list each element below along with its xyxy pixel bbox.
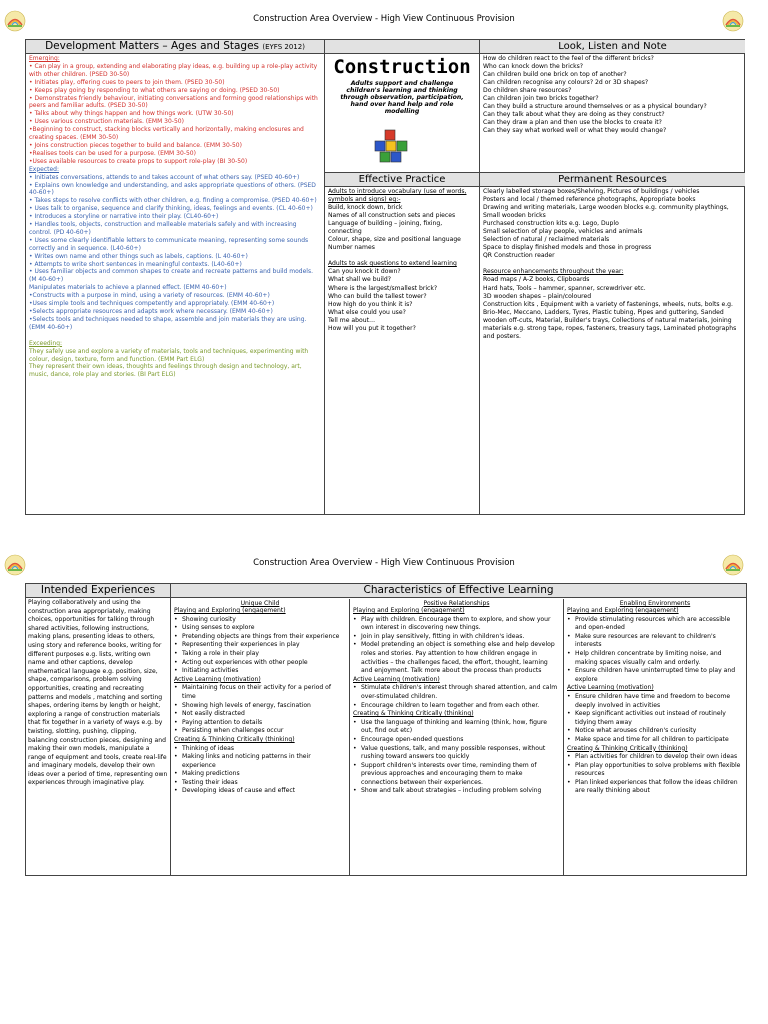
bullet-text: Maintaining focus on their activity for a period of time [182,684,332,700]
bullet-text: Show and talk about strategies – including problem solving [361,787,542,795]
bullet-item [174,719,346,728]
bullet-item [567,633,743,650]
bullet-item [174,641,346,650]
bullet-icon: • [353,701,357,709]
question-item: How high do you think it is? [328,300,413,308]
bullet-item [567,616,743,633]
bullet-text: Paying attention to details [182,718,263,726]
section-heading: Active Learning (motivation) [353,675,440,683]
question-item: Can you knock it down? [328,268,401,276]
bullet-icon: • [174,718,178,726]
bullet-icon: • [174,684,178,692]
vocabulary-item: Build, knock down, brick [328,204,403,212]
emerging-item: • Joins construction pieces together to build and balance. (EMM 30-50) [29,141,242,149]
bullet-item [353,762,560,788]
expected-item: •Selects appropriate resources and adapts work where necessary. (EMM 40-60+) [29,308,273,315]
bullet-icon: • [567,735,571,743]
question-item: Tell me about… [328,316,376,324]
characteristics-header: Characteristics of Effective Learning [171,584,746,598]
page-two [0,545,768,1024]
bullet-icon: • [567,667,571,675]
bullet-text: Making predictions [182,770,240,778]
vocabulary-list [328,204,476,252]
bullet-icon: • [174,787,178,795]
bullet-icon: • [567,727,571,735]
bullet-item [567,779,743,796]
bullet-icon: • [174,641,178,649]
bullet-item [567,693,743,710]
resource-item: Small selection of play people, vehicles and animals [483,228,643,236]
expected-item: • Uses some clearly identifiable letters to communicate meaning, representing some sounds correctly and in sequence. (L40-60+) [29,236,309,252]
bullet-icon: • [174,753,178,761]
bullet-text: Ensure children have time and freedom to become deeply involved in activities [575,692,731,709]
bullet-icon: • [174,649,178,657]
enabling-environments-heading: Enabling Environments [619,600,691,607]
bullet-text: Encourage children to learn together and from each other. [361,701,540,709]
bullet-icon: • [567,761,571,769]
bullet-icon: • [567,753,571,761]
resource-item: Drawing and writing materials, Large wooden blocks e.g. community playthings, Small wooden bricks [483,204,729,220]
bullet-item [174,770,346,779]
bullet-text: Value questions, talk, and many possible responses, without rushing toward answers too quickly [361,744,546,761]
bullet-text: Ensure children have uninterrupted time to play and explore [575,667,736,683]
look-question: Can children recognise any colours? 2d or 3D shapes? [483,79,649,87]
enabling-environments-list [564,607,746,796]
emerging-label: Emerging: [29,55,60,62]
bullet-item [567,736,743,745]
bullet-item [567,667,743,684]
bullet-icon: • [353,684,357,692]
bullet-item [174,745,346,754]
effective-practice-header: Effective Practice [325,173,479,187]
emerging-item: •Realises tools can be used for a purpose. (EMM 30-50) [29,149,196,157]
positive-relationships-heading: Positive Relationships [423,600,490,607]
bullet-icon: • [353,718,357,726]
emerging-list [29,63,321,166]
bullet-icon: • [174,727,178,735]
section-heading: Playing and Exploring (engagement) [174,607,286,614]
bullet-text: Thinking of ideas [182,744,235,752]
bullet-icon: • [174,632,178,640]
look-question: How do children react to the feel of the different bricks? [483,55,654,62]
bullet-text: Make space and time for all children to participate [575,735,729,743]
bullet-text: Plan play opportunities to solve problems with flexible resources [575,761,741,778]
section-heading: Creating & Thinking Critically (thinking) [567,744,688,752]
question-item: What shall we build? [328,276,391,284]
expected-item: • Handles tools, objects, construction and malleable materials safely and with increasing control. (PD 40-60+) [29,221,297,236]
look-question: Can they draw a plan and then use the blocks to create it? [483,119,662,127]
bullet-icon: • [353,744,357,752]
bullet-text: Model pretending an object is something else and help develop roles and stories. Pay attention to how children engage in activities – the challenges faced, the effort, thought, learning and enjoyment. Talk more about the process than products [361,641,555,675]
bullet-icon: • [174,744,178,752]
expected-item: •Uses simple tools and techniques competently and appropriately. (EMM 40-60+) [29,300,275,308]
bullet-icon: • [567,692,571,700]
bullet-icon: • [353,735,357,743]
bullet-text: Provide stimulating resources which are accessible and open-ended [575,615,731,632]
page-title: Construction Area Overview - High View Continuous Provision [253,558,515,568]
bullet-text: Help children concentrate by limiting noise, and making spaces visually calm and orderly. [575,649,722,666]
bullet-text: Stimulate children's interest through shared attention, and calm over-stimulated children. [361,684,558,700]
bullet-item [174,650,346,659]
look-question: Can they build a structure around themselves or as a physical boundary? [483,103,707,111]
exceeding-item: They represent their own ideas, thoughts and feelings through design and technology, art, music, dance, role play and stories. (BI Part ELG) [29,363,302,379]
bullet-item [353,616,560,633]
bullet-text: Showing high levels of energy, fascination [182,701,311,709]
expected-item: •Selects tools and techniques needed to shape, assemble and join materials they are using. (EMM 40-60+) [29,315,307,331]
look-listen-note-panel [480,40,745,172]
bullet-text: Developing ideas of cause and effect [182,787,296,795]
bullet-text: Making links and noticing patterns in their experience [182,753,311,769]
emerging-item: • Uses various construction materials. (EMM 30-50) [29,118,184,126]
emerging-item: • Can play in a group, extending and elaborating play ideas, e.g. building up a role-play activity with other children. (PSED 30-50) [29,62,318,78]
look-question: Can children join two bricks together? [483,95,599,103]
bullet-text: Use the language of thinking and learning (think, how, figure out, find out etc) [361,718,547,735]
bullet-text: Make sure resources are relevant to children's interests [575,632,716,649]
intended-experiences-text: Playing collaboratively and using the construction area appropriately, making choices, opportunities for talking through shared activities, following instructions, making plans, presenting ideas to others, using story and reference books, writing for different purposes e.g. lists, writing own name and other captions, develop mathematical language e.g. position, size, shape, comparisons, problem solving opportunities, creating and recreating patterns and models , matching and sorting shapes, ordering items by length or height, exploring a range of construction materials that fix together in a variety of ways e.g. by twisting, slotting, pushing, clipping, balancing construction pieces, designing and making their own models, manipulate a range of equipment and tools, create real-life and imaginary models, develop their own ideas over a period of time, representing own experiences through imaginative play. [28,599,168,787]
bullet-icon: • [353,615,357,623]
expected-item: • Introduces a storyline or narrative into their play. (CL40-60+) [29,213,219,221]
development-matters-column [26,40,324,514]
look-question: Can they talk about what they are doing as they construct? [483,111,665,119]
section-heading: Playing and Exploring (engagement) [353,607,465,614]
bullet-item [174,702,346,711]
expected-list [29,174,321,332]
bullet-item [567,650,743,667]
bullet-text: Plan linked experiences that follow the ideas children are really thinking about [575,778,738,795]
expected-item: • Initiates conversations, attends to and takes account of what others say. (PSED 40-60+) [29,173,300,181]
bullet-icon: • [174,667,178,675]
bullet-icon: • [174,778,178,786]
questions-list [328,268,476,332]
positive-relationships-column [350,599,563,875]
enhancements-label: Resource enhancements throughout the year: [483,268,624,276]
look-question: Can they say what worked well or what they would change? [483,127,667,135]
unique-child-heading: Unique Child [240,600,280,607]
enhancements-list [483,276,742,340]
enabling-environments-column [564,599,746,875]
bullet-item [567,762,743,779]
expected-item: •Constructs with a purpose in mind, using a variety of resources. (EMM 40-60+) [29,292,270,300]
bullet-icon: • [174,658,178,666]
vocabulary-item: Number names [328,244,375,252]
resource-item: Posters and local / themed reference photographs, Appropriate books [483,196,696,204]
permanent-resources-content [480,187,745,342]
bullet-item [174,779,346,788]
bullet-text: Initiating activities [182,667,239,675]
bullet-text: Showing curiosity [182,615,236,623]
vocabulary-item: Colour, shape, size and positional language [328,236,461,244]
bullet-icon: • [567,710,571,718]
building-blocks-icon [373,128,413,166]
bullet-icon: • [567,649,571,657]
bullet-item [174,616,346,625]
bullet-item [353,684,560,701]
bullet-icon: • [567,615,571,623]
bullet-icon: • [174,624,178,632]
resource-item: Space to display finished models and those in progress [483,244,652,252]
bullet-text: Pretending objects are things from their experience [182,632,340,640]
bullet-item [174,659,346,668]
enhancement-item: Road maps / A-Z books, Clipboards [483,276,590,284]
enhancement-item: Hard hats, Tools – hammer, spanner, screwdriver etc. [483,284,646,292]
bullet-icon: • [174,770,178,778]
development-matters-header: Development Matters – Ages and Stages (EYFS 2012) [26,40,324,54]
resources-list [483,188,742,260]
page-title: Construction Area Overview - High View Continuous Provision [253,14,515,24]
effective-practice-panel [325,173,479,514]
look-question: Who can knock down the bricks? [483,63,584,71]
section-heading: Creating & Thinking Critically (thinking) [174,735,295,743]
bullet-icon: • [353,641,357,649]
bullet-item [353,745,560,762]
emerging-item: •Uses available resources to create props to support role-play (BI 30-50) [29,157,248,165]
permanent-resources-header: Permanent Resources [480,173,745,187]
bullet-item [567,727,743,736]
expected-item: • Writes own name and other things such as labels, captions. (L 40-60+) [29,252,248,260]
effective-practice-content [325,187,479,334]
exceeding-item: They safely use and explore a variety of materials, tools and techniques, experimenting with colour, design, texture, form and function. (EMM Part ELG) [29,347,309,363]
expected-item: • Explains own knowledge and understanding, and asks appropriate questions of others. (PSED 40-60+) [29,181,316,197]
intended-experiences-header: Intended Experiences [26,584,170,598]
emerging-item: • Initiates play, offering cues to peers to join them. (PSED 30-50) [29,78,225,86]
expected-item: • Uses talk to organise, sequence and clarify thinking, ideas, feelings and events. (CL 40-60+) [29,205,313,213]
bullet-item [353,641,560,675]
bullet-icon: • [567,778,571,786]
resource-item: Purchased construction kits e.g. Lego, Duplo [483,220,619,228]
bullet-text: Plan activities for children to develop their own ideas [575,753,738,761]
bullet-item [174,624,346,633]
resource-item: QR Construction reader [483,252,555,260]
section-heading: Creating & Thinking Critically (thinking) [353,710,474,718]
vocabulary-item: Language of building – joining, fixing, connecting [328,220,443,236]
question-item: Where is the largest/smallest brick? [328,284,438,292]
expected-item: • Takes steps to resolve conflicts with other children, e.g. finding a compromise. (PSED 40-60+) [29,197,317,205]
bullet-text: Persisting when challenges occur [182,727,284,735]
bullet-icon: • [353,632,357,640]
questions-intro: Adults to ask questions to extend learning [328,260,457,268]
bullet-text: Encourage open-ended questions [361,735,464,743]
bullet-icon: • [174,615,178,623]
resource-item: Clearly labelled storage boxes/Shelving, Pictures of buildings / vehicles [483,188,700,195]
exceeding-label: Exceeding: [29,339,63,347]
vocabulary-intro: Adults to introduce vocabulary (use of words, symbols and signs) eg:- [328,188,467,204]
bullet-text: Play with children. Encourage them to explore, and show your own interest in discovering new things. [361,615,551,632]
question-item: Who can build the tallest tower? [328,292,427,300]
look-listen-note-header: Look, Listen and Note [480,40,745,54]
bullet-text: Join in play sensitively, fitting in with children's ideas. [361,632,525,640]
bullet-item [174,710,346,719]
expected-label: Expected: [29,165,60,173]
bullet-item [353,736,560,745]
bullet-text: Testing their ideas [182,778,238,786]
bullet-item [353,633,560,642]
bullet-text: Support children's interests over time, reminding them of previous approaches and encouraging them to make connections between their experiences. [361,761,537,786]
construction-title-panel [325,40,479,172]
bullet-item [174,684,346,701]
expected-item: • Attempts to write short sentences in meaningful contexts. (L40-60+) [29,260,242,268]
bullet-item [353,719,560,736]
enhancement-item: Construction kits , Equipment with a variety of fastenings, wheels, nuts, bolts e.g. Brio-Mec, Meccano, Ladders, Tyres, Plastic tubing, Pipes and guttering, Sanded wooden off-cuts, Material, Builder's trays, Collections of natural materials, Joining materials e.g. strong tape, ropes, fasteners, treasury tags, Laminated photographs and posters. [483,300,737,340]
expected-item: • Uses familiar objects and common shapes to create and recreate patterns and build models. (M 40-60+) [29,268,313,284]
enhancement-item: 3D wooden shapes – plain/coloured [483,292,592,300]
question-item: What else could you use? [328,308,406,316]
permanent-resources-panel [480,173,745,514]
bullet-text: Representing their experiences in play [182,641,300,649]
question-item: How will you put it together? [328,324,416,332]
bullet-text: Taking a role in their play [182,649,260,657]
construction-subtitle: Adults support and challenge children's learning and thinking through observation, participation, hand over hand help and role modelling [340,80,464,115]
section-heading: Active Learning (motivation) [567,684,654,692]
emerging-item: • Keeps play going by responding to what others are saying or doing. (PSED 30-50) [29,86,280,94]
overview-grid [25,39,745,515]
bullet-icon: • [353,787,357,795]
emerging-item: •Beginning to construct, stacking blocks vertically and horizontally, making enclosures and creating spaces. (EMM 30-50) [29,126,304,142]
section-heading: Playing and Exploring (engagement) [567,607,679,614]
bullet-item [353,787,560,796]
bullet-icon: • [567,632,571,640]
emerging-item: • Talks about why things happen and how things work. (UTW 30-50) [29,110,234,118]
bullet-text: Not easily distracted [182,710,245,718]
development-matters-content [26,54,324,380]
look-question: Can children build one brick on top of another? [483,71,627,79]
unique-child-list [171,607,349,796]
bullet-item [174,633,346,642]
bullet-text: Notice what arouses children's curiosity [575,727,697,735]
intended-experiences-column [26,584,170,875]
vocabulary-item: Names of all construction sets and pieces [328,212,456,220]
bullet-text: Keep significant activities out instead of routinely tidying them away [575,710,726,726]
bullet-icon: • [174,710,178,718]
bullet-text: Using senses to explore [182,624,255,632]
construction-title: Construction [333,56,471,78]
bullet-item [174,727,346,736]
expected-item: Manipulates materials to achieve a planned effect. (EMM 40-60+) [29,284,227,292]
positive-relationships-list [350,607,563,796]
bullet-item [174,787,346,796]
bullet-item [353,702,560,711]
bullet-item [174,753,346,770]
bullet-item [567,753,743,762]
bullet-item [567,710,743,727]
emerging-item: • Demonstrates friendly behaviour, initiating conversations and forming good relationships with peers and familiar adults. (PSED 30-50) [29,94,318,110]
bullet-icon: • [174,701,178,709]
bullet-item [174,667,346,676]
bullet-text: Acting out experiences with other people [182,658,308,666]
resource-item: Selection of natural / reclaimed materials [483,236,610,244]
learning-grid [25,583,747,876]
unique-child-column [171,599,349,875]
section-heading: Active Learning (motivation) [174,675,261,683]
look-question: Do children share resources? [483,87,572,95]
look-listen-note-list [480,54,745,136]
bullet-icon: • [353,761,357,769]
exceeding-list [29,348,321,380]
